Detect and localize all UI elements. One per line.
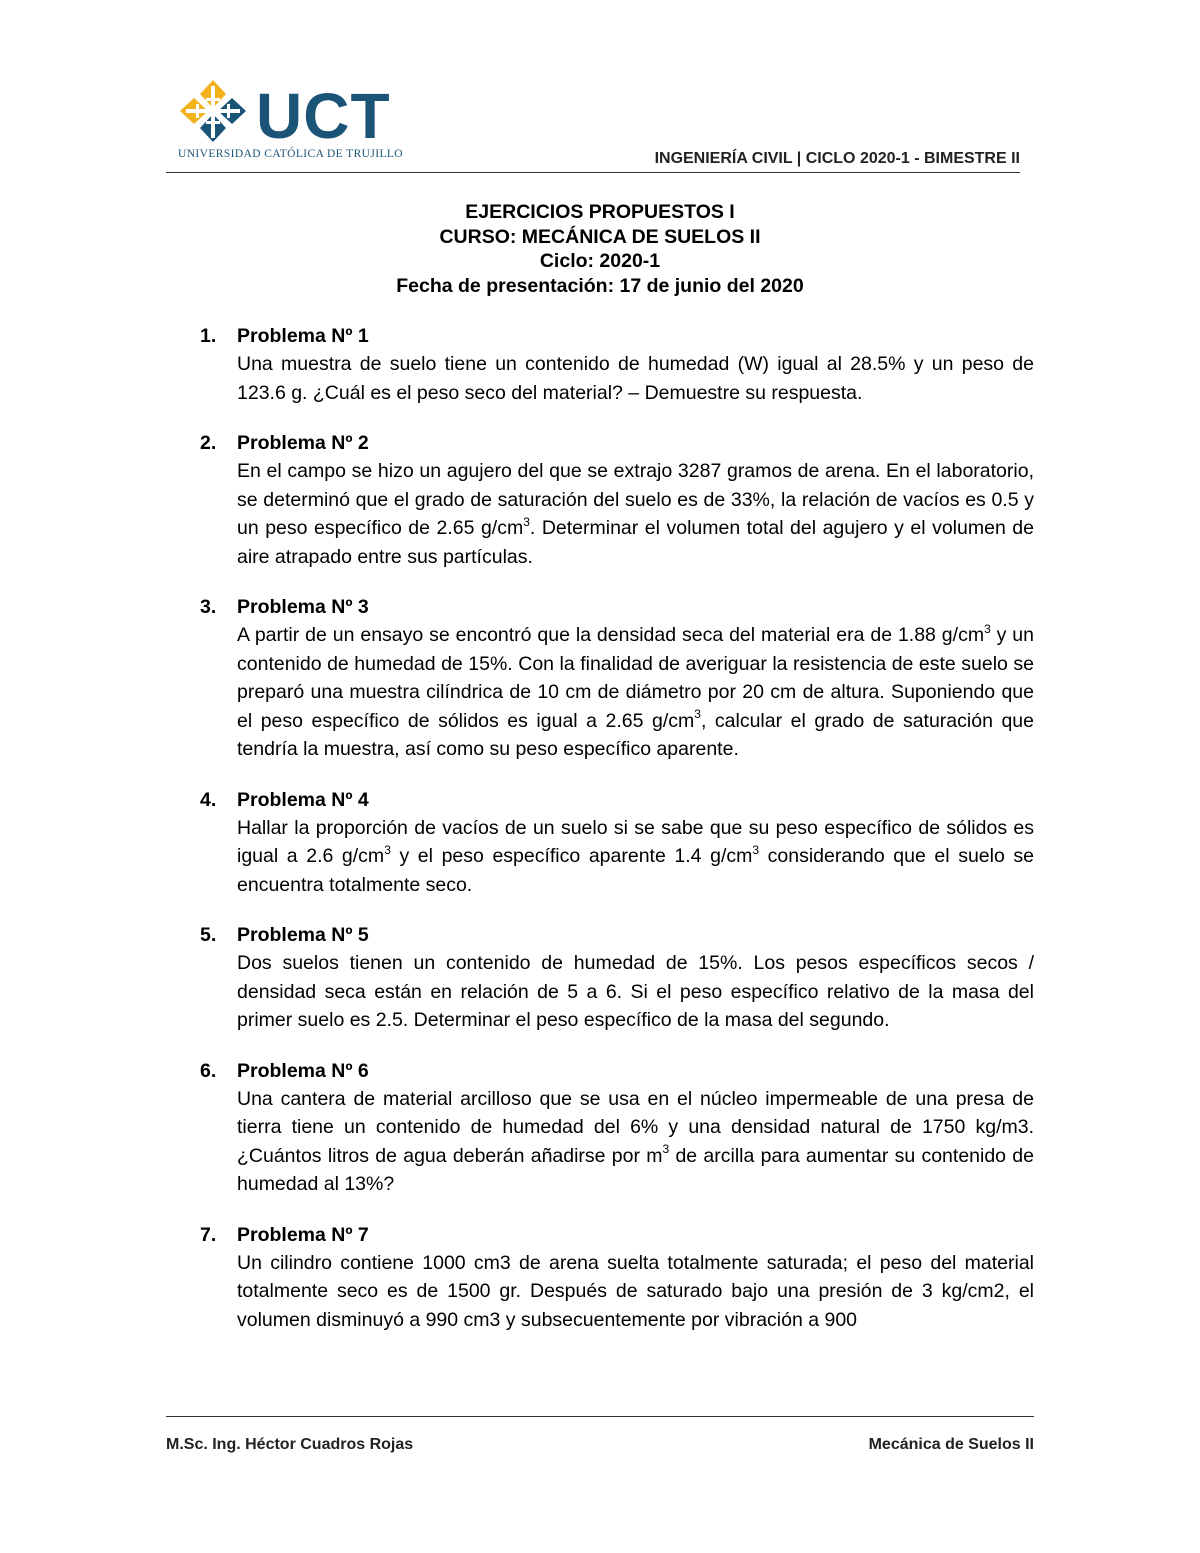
problem-title: Problema Nº 7 (237, 1223, 369, 1246)
problem-text: En el campo se hizo un agujero del que se extrajo 3287 gramos de arena. En el laboratorio, se determinó que el grado de saturación del suelo es de 33%, la relación de vacíos es 0.5 y un peso específico de 2.65 $g/cm^3$. Determinar el volumen total del agujero y el volumen de aire atrapado entre sus partículas. (237, 460, 1034, 568)
header-divider (166, 172, 1020, 173)
footer-author: M.Sc. Ing. Héctor Cuadros Rojas (166, 1436, 414, 1453)
problem-item (200, 921, 1034, 1035)
problem-item (200, 429, 1034, 571)
problem-item (200, 786, 1034, 900)
logo-subtitle: UNIVERSIDAD CATÓLICA DE TRUJILLO (178, 148, 404, 160)
problem-text: Una muestra de suelo tiene un contenido de humedad (W) igual al 28.5% y un peso de 123.6 g. ¿Cuál es el peso seco del material? – Demuestre su respuesta. (237, 353, 1034, 404)
problem-heading (200, 1221, 1034, 1249)
problem-heading (200, 786, 1034, 814)
title-course: CURSO: MECÁNICA DE SUELOS II (439, 225, 761, 248)
logo-wordmark: UCT (256, 80, 391, 152)
problem-heading (200, 322, 1034, 350)
uct-emblem-icon (176, 78, 250, 144)
problem-text: Una cantera de material arcilloso que se usa en el núcleo impermeable de una presa de tierra tiene un contenido de humedad del 6% y una densidad natural de 1750 kg/m3. ¿Cuántos litros de agua deberán añadirse por $m^3$ de arcilla para aumentar su contenido de humedad al 13%? (237, 1087, 1034, 1195)
problem-number: 4. (200, 788, 217, 811)
problem-number: 5. (200, 924, 217, 946)
title-exercises: EJERCICIOS PROPUESTOS I (465, 201, 735, 223)
problem-title: Problema Nº 3 (237, 596, 369, 618)
title-cycle: Ciclo: 2020-1 (539, 250, 661, 272)
problem-heading (200, 593, 1034, 621)
problem-heading (200, 1057, 1034, 1085)
problem-text: A partir de un ensayo se encontró que la densidad seca del material era de 1.88 $g/cm^3$ y un contenido de humedad de 15%. Con la finalidad de averiguar la resistencia de este suelo se preparó una muestra cilíndrica de 10 cm de diámetro por 20 cm de altura. Suponiendo que el peso específico de sólidos es igual a 2.65 $g/cm^3$, calcular el grado de saturación que tendría la muestra, así como su peso específico aparente. (237, 621, 1034, 760)
problem-heading (200, 921, 1034, 949)
problem-title: Problema Nº 1 (237, 325, 369, 347)
problem-item (200, 1221, 1034, 1335)
problem-number: 3. (200, 596, 217, 618)
problem-title: Problema Nº 5 (237, 924, 369, 946)
header-course-info: INGENIERÍA CIVIL | CICLO 2020-1 - BIMESTRE II (654, 150, 1020, 167)
problem-item (200, 322, 1034, 407)
uct-logo (176, 78, 406, 168)
problem-number: 2. (200, 432, 217, 454)
problem-number: 1. (200, 325, 217, 347)
problem-title: Problema Nº 2 (237, 432, 369, 454)
problem-text: Hallar la proporción de vacíos de un suelo si se sabe que su peso específico de sólidos es igual a 2.6 $g/cm^3$ y el peso específico aparente 1.4 $g/cm^3$ considerando que el suelo se encuentra totalmente seco. (237, 816, 1034, 896)
problem-heading (200, 429, 1034, 457)
title-date: Fecha de presentación: 17 de junio del 2020 (396, 274, 804, 297)
problem-number: 6. (200, 1059, 217, 1082)
problem-text: Dos suelos tienen un contenido de humedad de 15%. Los pesos específicos secos / densidad seca están en relación de 5 a 6. Si el peso específico relativo de la masa del primer suelo es 2.5. Determinar el peso específico de la masa del segundo. (237, 952, 1034, 1031)
problem-number: 7. (200, 1223, 217, 1246)
problem-list (200, 322, 1034, 1356)
footer-divider (166, 1416, 1034, 1417)
problem-item (200, 1057, 1034, 1199)
problem-title: Problema Nº 4 (237, 788, 369, 811)
document-titles (0, 200, 1200, 298)
problem-item (200, 593, 1034, 764)
problem-text: Un cilindro contiene 1000 cm3 de arena suelta totalmente saturada; el peso del material totalmente seco es de 1500 gr. Después de saturado bajo una presión de 3 kg/cm2, el volumen disminuyó a 990 cm3 y subsecuentemente por vibración a 900 (237, 1251, 1034, 1331)
footer-course: Mecánica de Suelos II (868, 1436, 1034, 1453)
problem-title: Problema Nº 6 (237, 1059, 369, 1082)
